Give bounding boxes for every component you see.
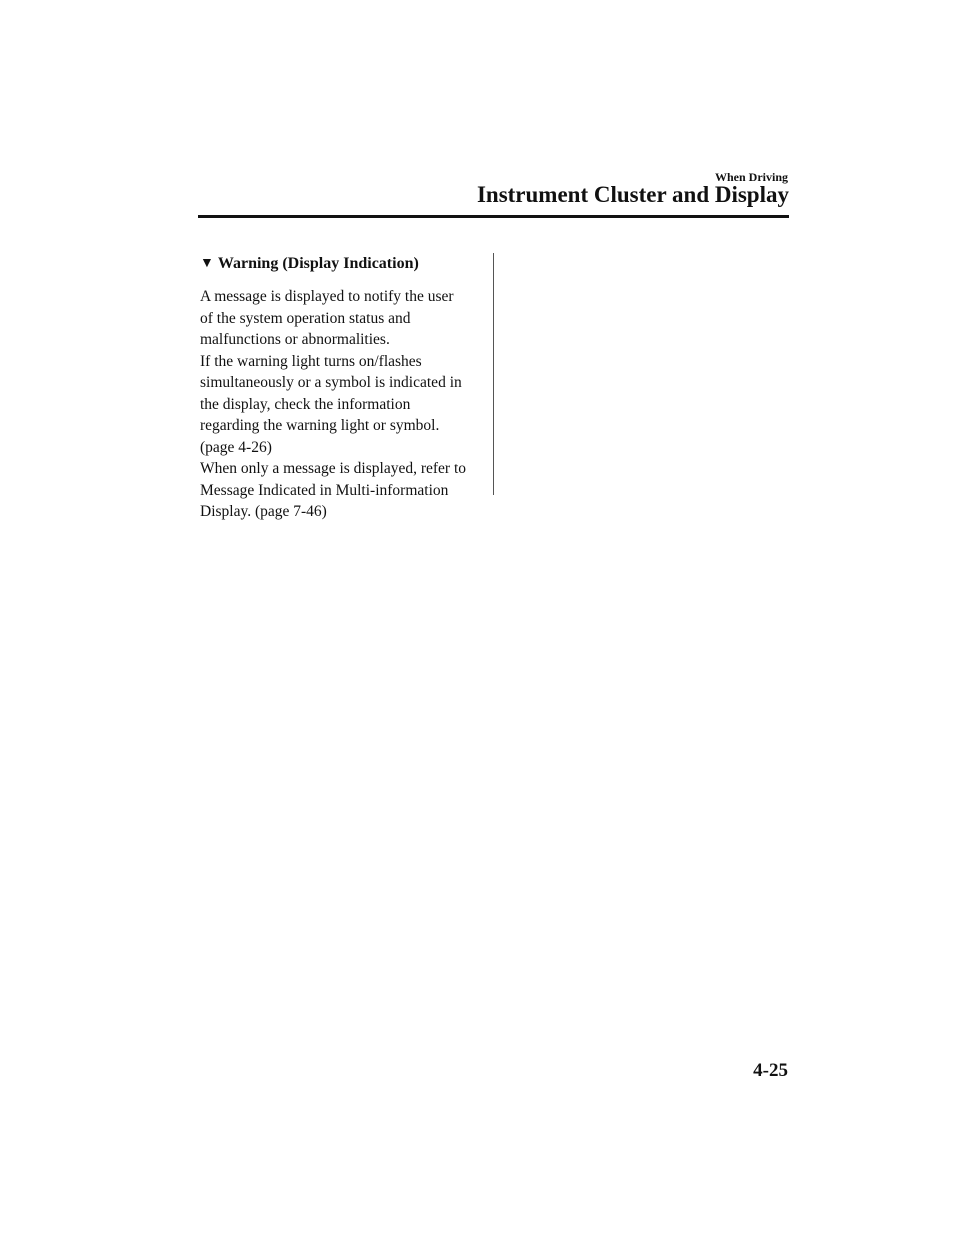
section-heading-text: Warning (Display Indication)	[217, 255, 419, 272]
chapter-label: When Driving	[714, 170, 788, 184]
body-line: If the warning light turns on/flashes	[200, 352, 422, 370]
body-line: regarding the warning light or symbol.	[200, 417, 440, 434]
page-number: 4-25	[753, 1060, 788, 1081]
body-line: of the system operation status and	[200, 309, 411, 327]
body-line: malfunctions or abnormalities.	[200, 331, 390, 348]
page-reference-4-26: (page 4-26)	[200, 438, 272, 456]
warning-display-section	[200, 254, 484, 523]
body-line: Message Indicated in Multi-information	[200, 481, 449, 499]
header-rule	[198, 215, 789, 218]
triangle-down-icon: ▼	[200, 256, 214, 271]
body-line: the display, check the information	[200, 395, 411, 413]
body-line: A message is displayed to notify the user	[200, 288, 454, 305]
page-reference-7-46: Display. (page 7-46)	[200, 503, 327, 520]
body-line: simultaneously or a symbol is indicated in	[200, 374, 462, 391]
column-divider	[493, 253, 494, 495]
page-title: Instrument Cluster and Display	[476, 182, 789, 207]
body-line: When only a message is displayed, refer to	[200, 460, 466, 477]
section-body	[200, 286, 484, 523]
section-heading	[200, 254, 484, 274]
